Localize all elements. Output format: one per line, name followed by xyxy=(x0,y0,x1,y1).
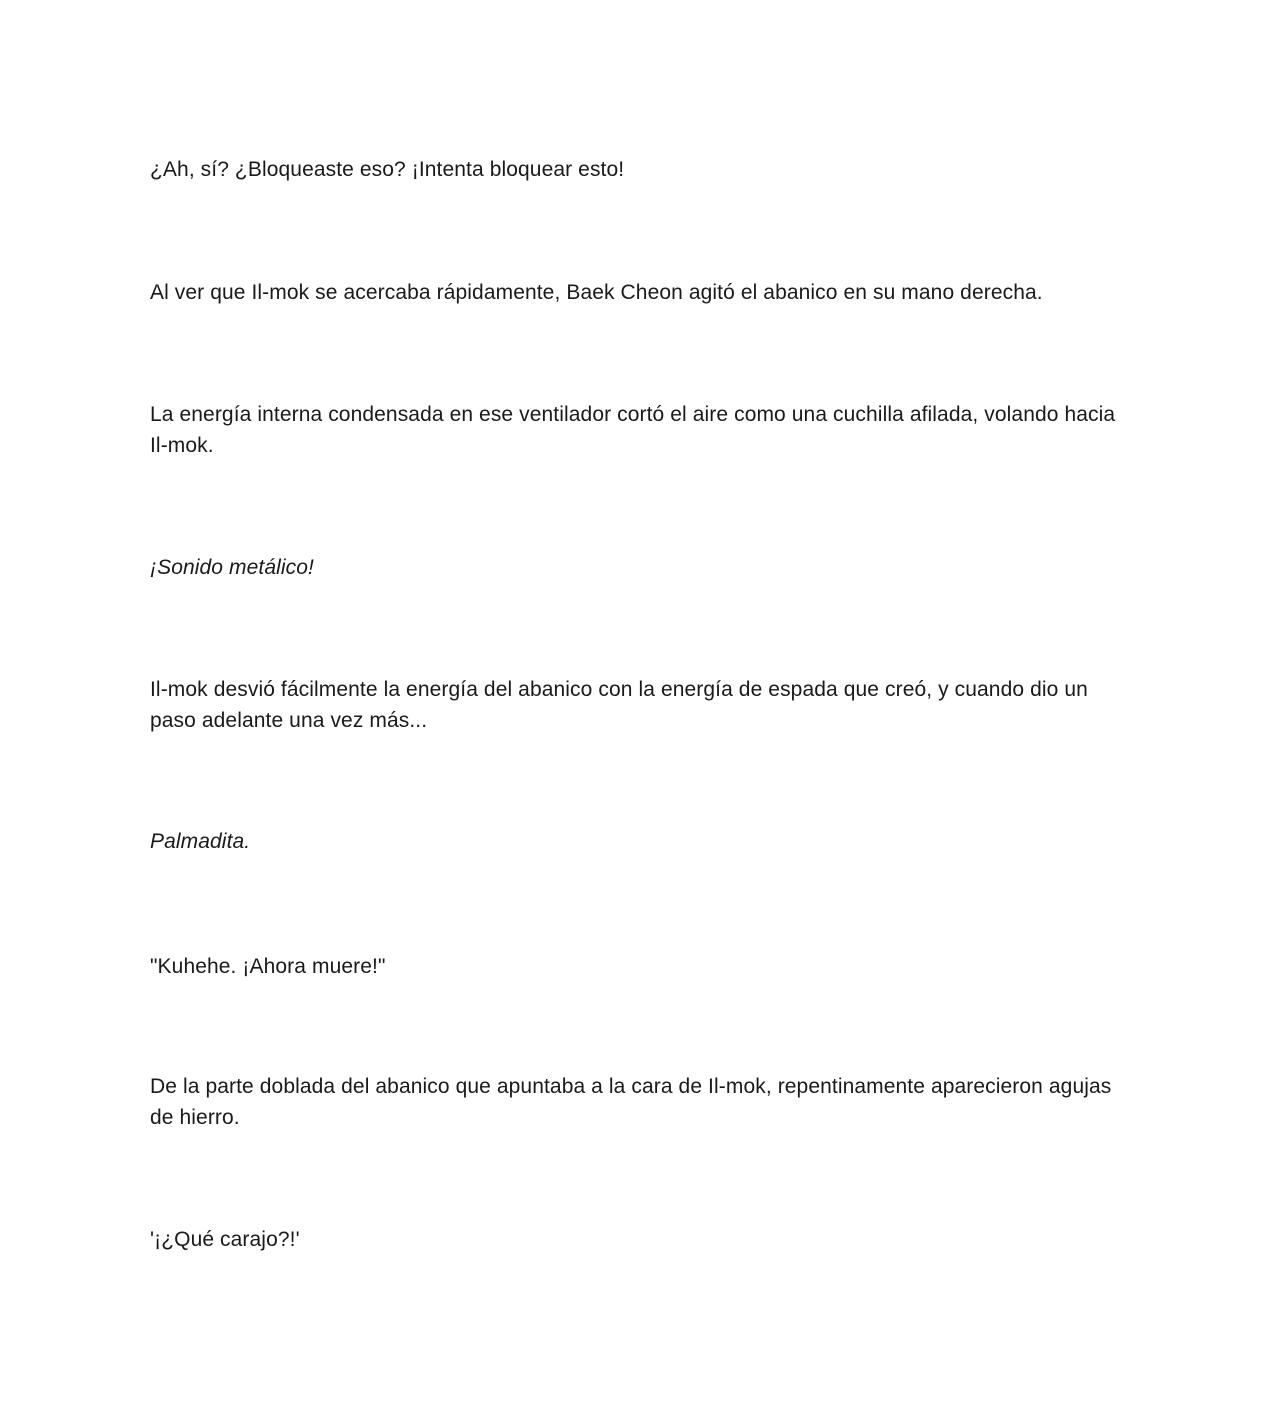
paragraph: La energía interna condensada en ese ventilador cortó el aire como una cuchilla afilada, volando hacia Il-mok. xyxy=(150,403,1116,457)
paragraph-sound-effect: ¡Sonido metálico! xyxy=(150,556,314,579)
paragraph-thought: '¡¿Qué carajo?!' xyxy=(150,1228,300,1251)
paragraph: De la parte doblada del abanico que apuntaba a la cara de Il-mok, repentinamente aparecieron agujas de hierro. xyxy=(150,1075,1112,1129)
paragraph-sound-effect: Palmadita. xyxy=(150,830,251,853)
paragraph: ¿Ah, sí? ¿Bloqueaste eso? ¡Intenta bloquear esto! xyxy=(150,158,625,181)
paragraph: Il-mok desvió fácilmente la energía del abanico con la energía de espada que creó, y cuando dio un paso adelante una vez más... xyxy=(150,678,1088,732)
paragraph: Al ver que Il-mok se acercaba rápidamente, Baek Cheon agitó el abanico en su mano derecha. xyxy=(150,281,1043,304)
paragraph-dialogue: "Kuhehe. ¡Ahora muere!" xyxy=(150,955,386,978)
